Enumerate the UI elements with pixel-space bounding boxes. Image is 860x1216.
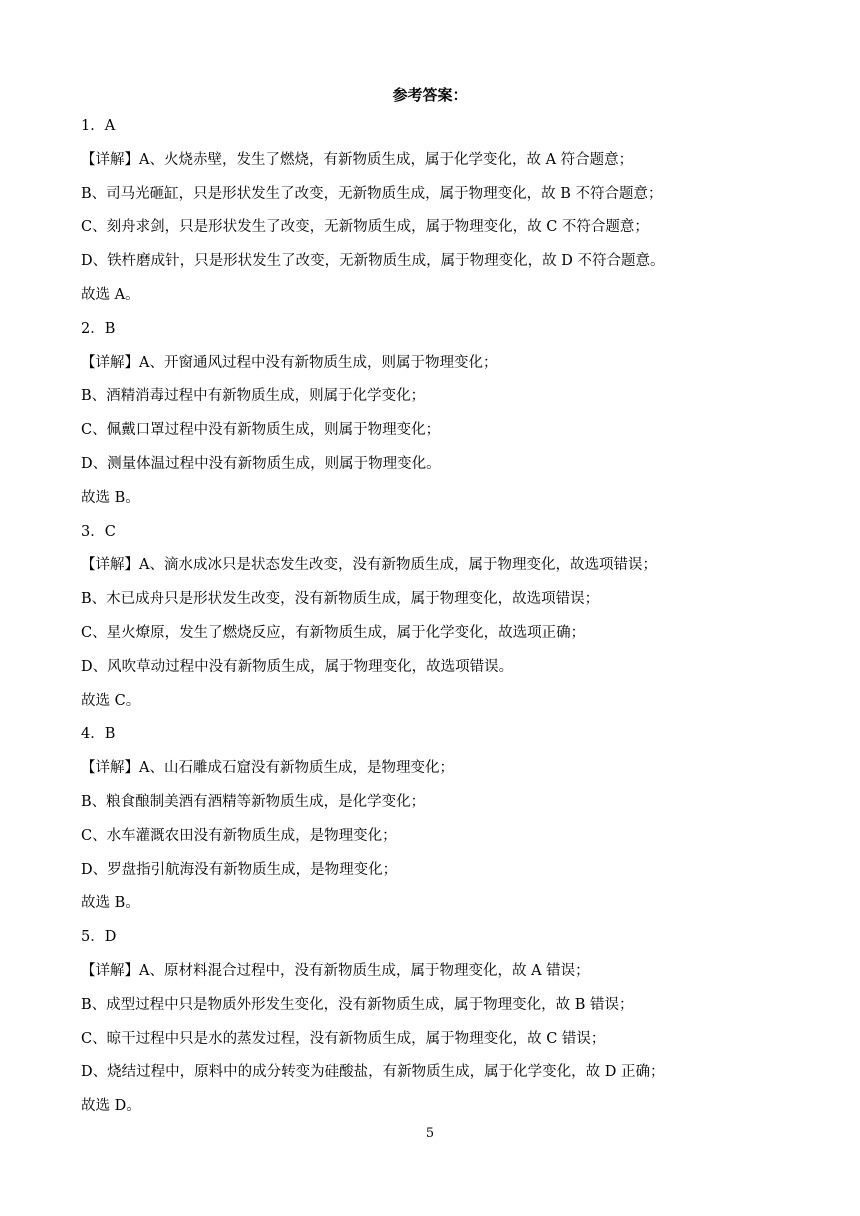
answer-3-heading: 3．C [81,523,116,540]
answer-1-detail-b: B、司马光砸缸，只是形状发生了改变，无新物质生成，属于物理变化，故 B 不符合题意； [81,185,663,202]
answer-3-detail-c: C、星火燎原，发生了燃烧反应，有新物质生成，属于化学变化，故选项正确； [81,624,586,641]
answer-3-choice: 故选 C。 [81,692,141,709]
answer-2-choice: 故选 B。 [81,489,140,506]
answer-4-detail-d: D、罗盘指引航海没有新物质生成，是物理变化； [81,861,398,878]
answer-2-detail-b: B、酒精消毒过程中有新物质生成，则属于化学变化； [81,388,426,405]
answer-5-detail-d: D、烧结过程中，原料中的成分转变为硅酸盐，有新物质生成，属于化学变化，故 D 正确； [81,1064,665,1081]
answer-5-choice: 故选 D。 [81,1098,141,1115]
answer-4-heading: 4．B [81,726,116,743]
answer-5-detail-a: 【详解】A、原材料混合过程中，没有新物质生成，属于物理变化，故 A 错误； [81,962,590,979]
answer-1-detail-d: D、铁杵磨成针，只是形状发生了改变，无新物质生成，属于物理变化，故 D 不符合题意。 [81,253,665,270]
answer-1-choice: 故选 A。 [81,286,140,303]
answer-4-detail-b: B、粮食酿制美酒有酒精等新物质生成，是化学变化； [81,793,426,810]
page-title: 参考答案： [392,86,468,104]
answer-2-detail-c: C、佩戴口罩过程中没有新物质生成，则属于物理变化； [81,422,441,439]
answer-4-detail-c: C、水车灌溉农田没有新物质生成，是物理变化； [81,827,397,844]
answer-1-detail-c: C、刻舟求剑，只是形状发生了改变，无新物质生成，属于物理变化，故 C 不符合题意； [81,219,649,236]
answer-5-detail-c: C、晾干过程中只是水的蒸发过程，没有新物质生成，属于物理变化，故 C 错误； [81,1030,606,1047]
answer-2-detail-d: D、测量体温过程中没有新物质生成，则属于物理变化。 [81,455,441,472]
answer-2-heading: 2．B [81,320,116,337]
page-number: 5 [425,1126,435,1141]
answer-5-detail-b: B、成型过程中只是物质外形发生变化，没有新物质生成，属于物理变化，故 B 错误； [81,996,634,1013]
answer-3-detail-b: B、木已成舟只是形状发生改变，没有新物质生成，属于物理变化，故选项错误； [81,591,600,608]
answer-5-heading: 5．D [81,929,117,946]
answer-1-detail-a: 【详解】A、火烧赤壁，发生了燃烧，有新物质生成，属于化学变化，故 A 符合题意； [81,151,634,168]
answer-4-detail-a: 【详解】A、山石雕成石窟没有新物质生成，是物理变化； [81,760,454,777]
answer-2-detail-a: 【详解】A、开窗通风过程中没有新物质生成，则属于物理变化； [81,354,498,371]
answer-4-choice: 故选 B。 [81,895,140,912]
answer-content [81,110,781,1124]
answer-3-detail-a: 【详解】A、滴水成冰只是状态发生改变，没有新物质生成，属于物理变化，故选项错误； [81,557,657,574]
answer-1-heading: 1．A [81,118,116,134]
answer-3-detail-d: D、风吹草动过程中没有新物质生成，属于物理变化，故选项错误。 [81,658,514,675]
